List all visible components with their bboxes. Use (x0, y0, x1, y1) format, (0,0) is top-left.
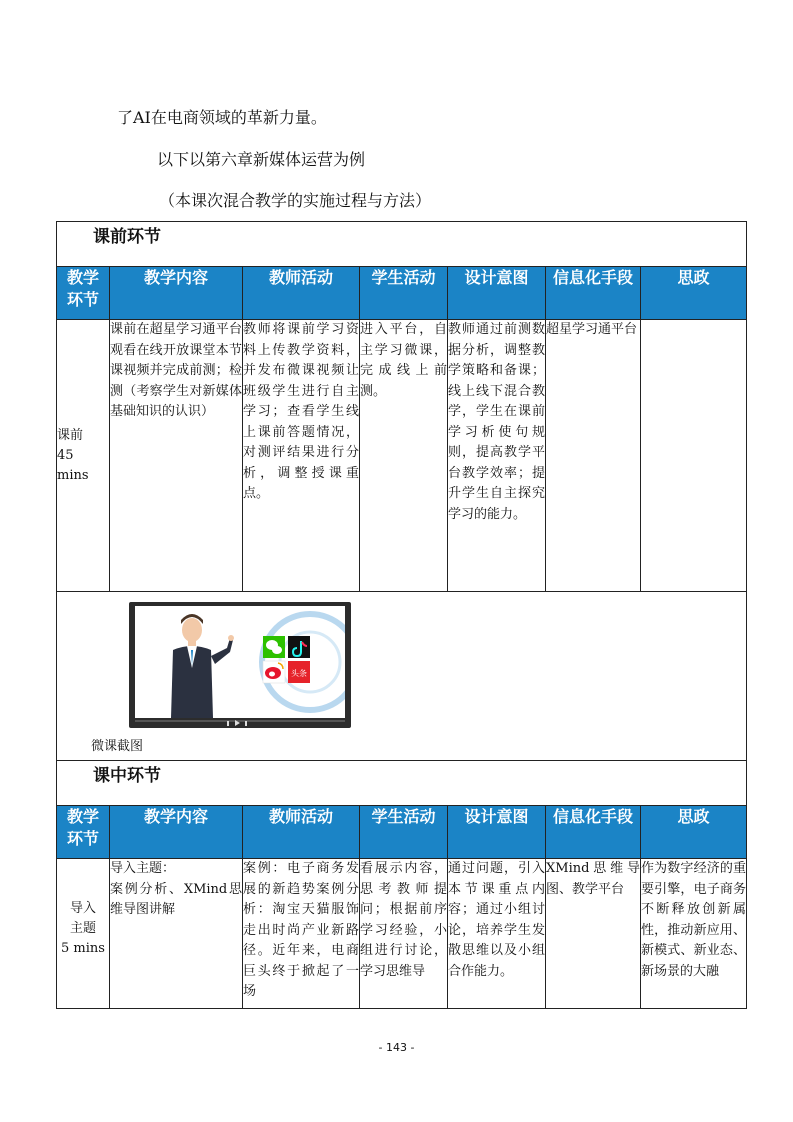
section-title-pre: 课前环节 (93, 227, 161, 247)
section-row-pre (57, 222, 747, 267)
pre-student: 进入平台，自主学习微课，完成线上前测。 (360, 320, 448, 592)
header-student: 学生活动 (360, 806, 448, 859)
douyin-icon (288, 636, 310, 658)
presenter-figure (171, 614, 234, 718)
video-screen (135, 606, 345, 718)
image-caption: 微课截图 (91, 739, 144, 754)
header-ideology: 思政 (641, 806, 747, 859)
pre-content: 课前在超星学习通平台观看在线开放课堂本节课视频并完成前测；检测（考察学生对新媒体基础知识的认识） (110, 320, 243, 592)
header-student: 学生活动 (360, 267, 448, 320)
pre-stage: 课前 45 mins (57, 320, 110, 592)
pre-teacher: 教师将课前学习资料上传教学资料，并发布微课视频让班级学生进行自主学习；查看学生线上课前答题情况，对测评结果进行分析，调整授课重点。 (243, 320, 360, 592)
header-content: 教学内容 (110, 267, 243, 320)
header-stage: 教学 环节 (57, 806, 110, 859)
micro-lesson-screenshot (129, 602, 351, 728)
header-teacher: 教师活动 (243, 806, 360, 859)
mid-ideology: 作为数字经济的重要引擎，电子商务不断释放创新属性，推动新应用、新模式、新业态、新场景的大融 (641, 859, 747, 1009)
body-line-2: 以下以第六章新媒体运营为例 (157, 150, 366, 169)
teaching-process-table (56, 221, 747, 1009)
header-row-pre (57, 267, 747, 320)
section-title-mid: 课中环节 (93, 766, 161, 786)
pre-design: 教师通过前测数据分析，调整教学策略和备课；线上线下混合教学，学生在课前学习析使句规则，提高教学平台教学效率；提升学生自主探究学习的能力。 (448, 320, 546, 592)
pre-it: 超星学习通平台 (546, 320, 641, 592)
mid-student: 看展示内容，思考教师提问；根据前序学习经验，小组进行讨论，学习思维导 (360, 859, 448, 1009)
section-row-mid (57, 761, 747, 806)
header-ideology: 思政 (641, 267, 747, 320)
header-content: 教学内容 (110, 806, 243, 859)
header-stage: 教学 环节 (57, 267, 110, 320)
weibo-icon (263, 661, 285, 683)
page-number: - 143 - (378, 1041, 415, 1054)
header-teacher: 教师活动 (243, 267, 360, 320)
mid-it: XMind思维导图、教学平台 (546, 859, 641, 1009)
mid-teacher: 案例：电子商务发展的新趋势案例分析：淘宝天猫服饰走出时尚产业新路径。近年来，电商巨头终于掀起了一场 (243, 859, 360, 1009)
toutiao-icon (288, 661, 310, 683)
header-it: 信息化手段 (546, 267, 641, 320)
pre-ideology (641, 320, 747, 592)
in-class-row (57, 859, 747, 1009)
toutiao-badge-text: 头条 (291, 669, 307, 678)
header-row-mid (57, 806, 747, 859)
body-line-3: （本课次混合教学的实施过程与方法） (159, 191, 432, 210)
header-it: 信息化手段 (546, 806, 641, 859)
wechat-icon (263, 636, 285, 658)
image-row (57, 592, 747, 761)
mid-design: 通过问题，引入本节课重点内容；通过小组讨论，培养学生发散思维以及小组合作能力。 (448, 859, 546, 1009)
header-design: 设计意图 (448, 806, 546, 859)
video-controls[interactable] (129, 718, 351, 728)
mid-content: 导入主题： 案例分析、XMind思维导图讲解 (110, 859, 243, 1009)
pre-class-row (57, 320, 747, 592)
mid-stage: 导入 主题 5 mins (57, 859, 110, 1009)
body-line-1: 了AI在电商领域的革新力量。 (117, 108, 327, 127)
header-design: 设计意图 (448, 267, 546, 320)
